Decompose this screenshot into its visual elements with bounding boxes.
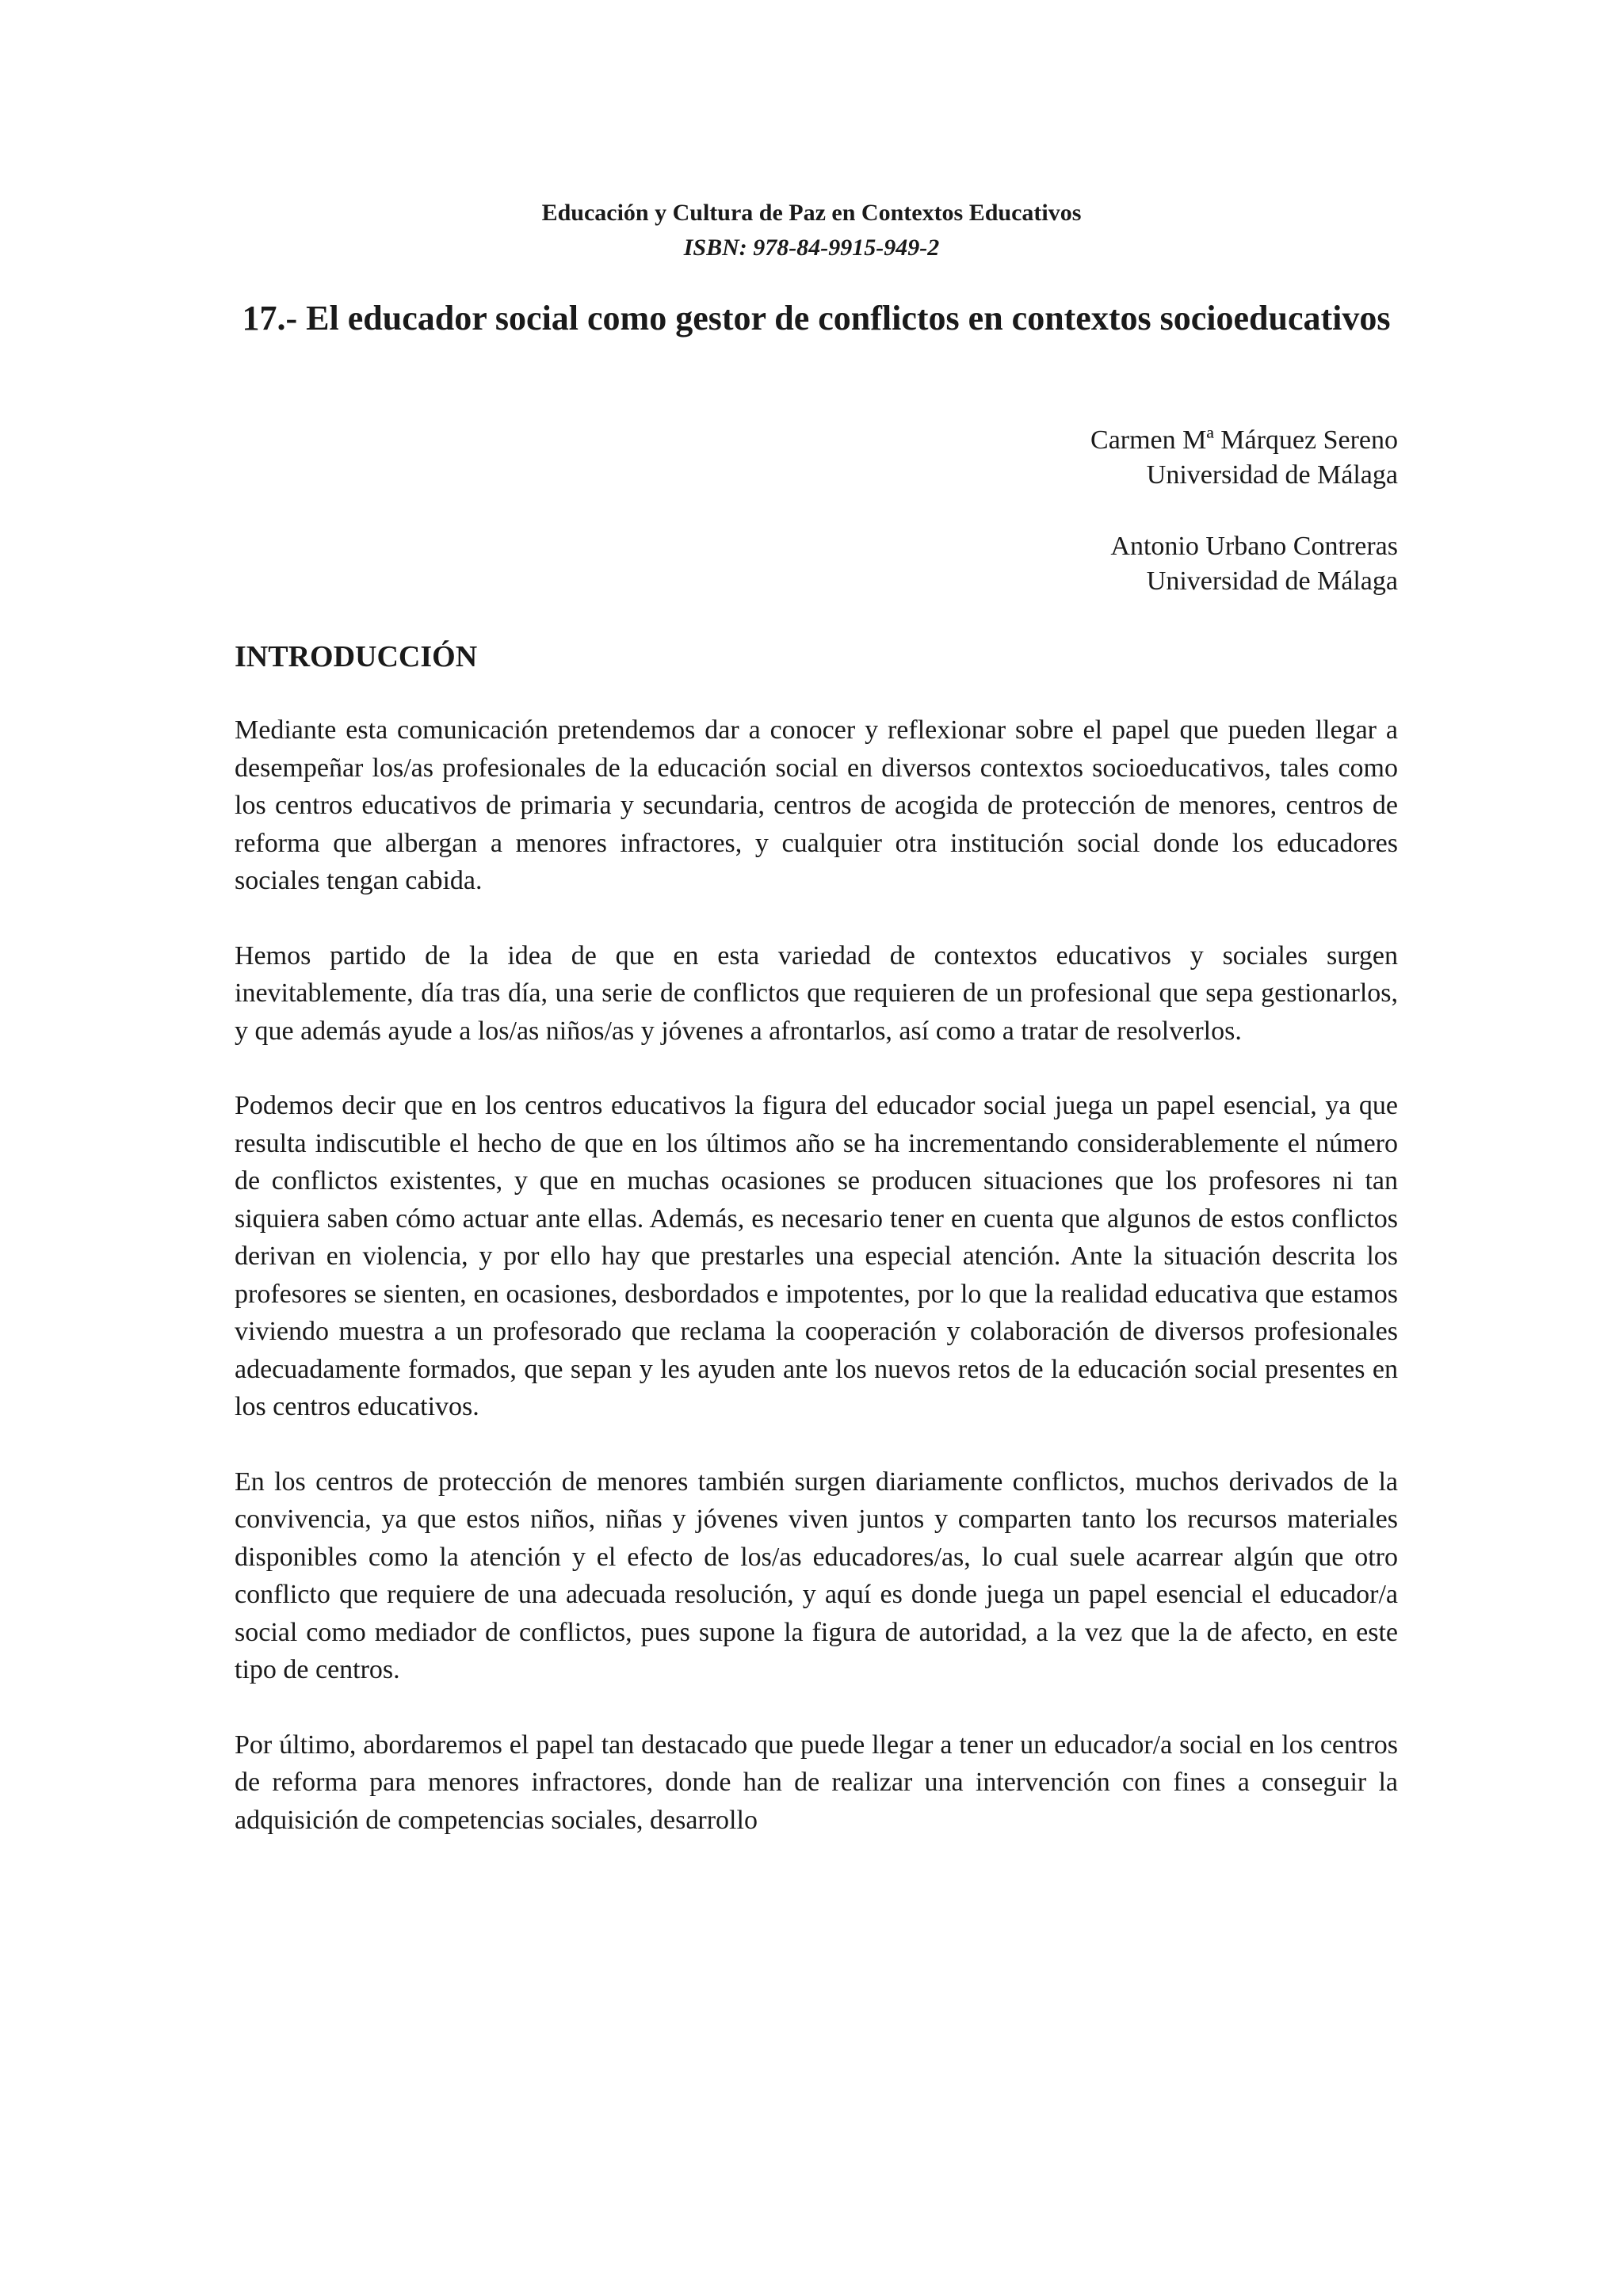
author-affiliation: Universidad de Málaga (1146, 460, 1398, 490)
paragraph: Mediante esta comunicación pretendemos dar a conocer y reflexionar sobre el papel que pueden llegar a desempeñar los/as profesionales de la educación social en diversos contextos socioeducativos, tales como los centros educativos de primaria y secundaria, centros de acogida de protección de menores, centros de reforma que albergan a menores infractores, y cualquier otra institución social donde los educadores sociales tengan cabida. (235, 715, 1398, 895)
author-name: Carmen Mª Márquez Sereno (1090, 425, 1398, 455)
body-text (235, 711, 1398, 1876)
author-block (872, 529, 1398, 599)
section-heading: INTRODUCCIÓN (235, 640, 478, 673)
author-block (872, 423, 1398, 493)
author-affiliation: Universidad de Málaga (1146, 566, 1398, 596)
publication-title: Educación y Cultura de Paz en Contextos Educativos (541, 200, 1082, 226)
running-header (0, 196, 1623, 265)
paragraph: Podemos decir que en los centros educativos la figura del educador social juega un papel esencial, ya que resulta indiscutible el hecho de que en los últimos año se ha incrementando considerablemente el número de conflictos existentes, y que en muchas ocasiones se producen situaciones que los profesores ni tan siquiera saben cómo actuar ante ellas. Además, es necesario tener en cuenta que algunos de estos conflictos derivan en violencia, y por ello hay que prestarles una especial atención. Ante la situación descrita los profesores se sienten, en ocasiones, desbordados e impotentes, por lo que la realidad educativa que estamos viviendo muestra a un profesorado que reclama la cooperación y colaboración de diversos profesionales adecuadamente formados, que sepan y les ayuden ante los nuevos retos de la educación social presentes en los centros educativos. (235, 1091, 1398, 1421)
paragraph: Hemos partido de la idea de que en esta variedad de contextos educativos y sociales surgen inevitablemente, día tras día, una serie de conflictos que requieren de un profesional que sepa gestionarlos, y que además ayude a los/as niños/as y jóvenes a afrontarlos, así como a tratar de resolverlos. (235, 940, 1398, 1046)
paragraph: Por último, abordaremos el papel tan destacado que puede llegar a tener un educador/a social en los centros de reforma para menores infractores, donde han de realizar una intervención con fines a conseguir la adquisición de competencias sociales, desarrollo (235, 1730, 1398, 1835)
author-list (872, 423, 1398, 635)
chapter-title: 17.- El educador social como gestor de conflictos en contextos socioeducativos (242, 299, 1391, 338)
author-name: Antonio Urbano Contreras (1110, 532, 1398, 561)
paragraph: En los centros de protección de menores también surgen diariamente conflictos, muchos derivados de la convivencia, ya que estos niños, niñas y jóvenes viven juntos y comparten tanto los recursos materiales disponibles como la atención y el efecto de los/as educadores/as, lo cual suele acarrear algún que otro conflicto que requiere de una adecuada resolución, y aquí es donde juega un papel esencial el educador/a social como mediador de conflictos, pues supone la figura de autoridad, a la vez que la de afecto, en este tipo de centros. (235, 1466, 1398, 1684)
isbn-line: ISBN: 978-84-9915-949-2 (683, 235, 940, 261)
